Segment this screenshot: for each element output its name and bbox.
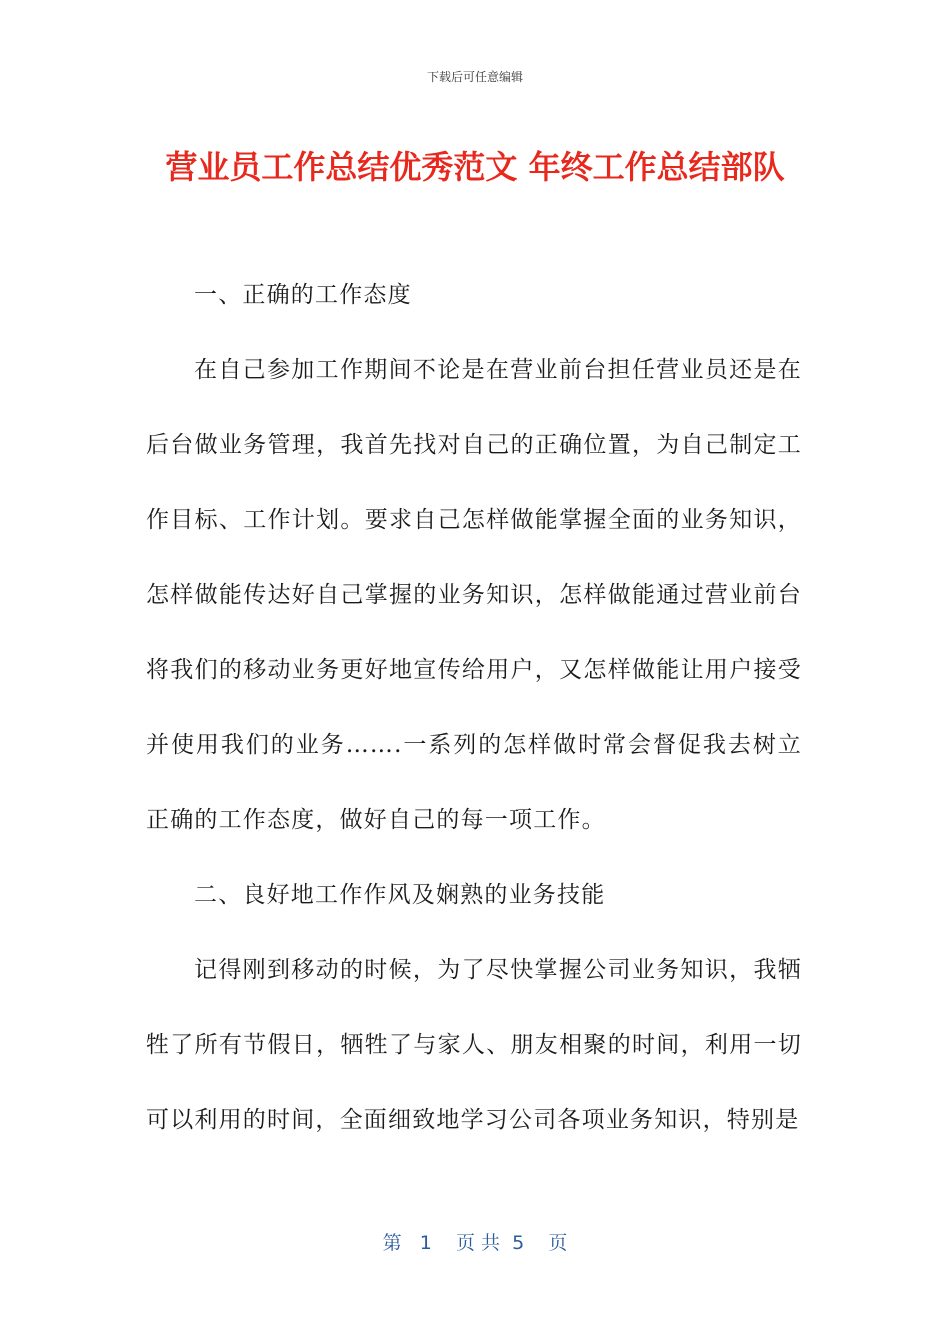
document-title: 营业员工作总结优秀范文 年终工作总结部队 [165, 148, 785, 186]
section-heading-2: 二、良好地工作作风及娴熟的业务技能 [194, 882, 606, 908]
body-paragraph-1: 在自己参加工作期间不论是在营业前台担任营业员还是在后台做业务管理，我首先找对自己的正确位置，为自己制定工作目标、工作计划。要求自己怎样做能掌握全面的业务知识，怎样做能传达好自己掌握的业务知识，怎样做能通过营业前台将我们的移动业务更好地宣传给用户，又怎样做能让用户接受并使用我们的业务…….一系列的怎样做时常会督促我去树立正确的工作态度，做好自己的每一项工作。 [146, 357, 802, 833]
header-note: 下载后可任意编辑 [426, 70, 523, 84]
document-body [146, 258, 802, 1158]
section-heading-1: 一、正确的工作态度 [194, 282, 412, 308]
body-paragraph-2: 记得刚到移动的时候，为了尽快掌握公司业务知识，我牺牲了所有节假日，牺牲了与家人、朋友相聚的时间，利用一切可以利用的时间，全面细致地学习公司各项业务知识，特别是 [146, 957, 802, 1133]
page-number: 第 1 页 共 5 页 [382, 1232, 568, 1254]
